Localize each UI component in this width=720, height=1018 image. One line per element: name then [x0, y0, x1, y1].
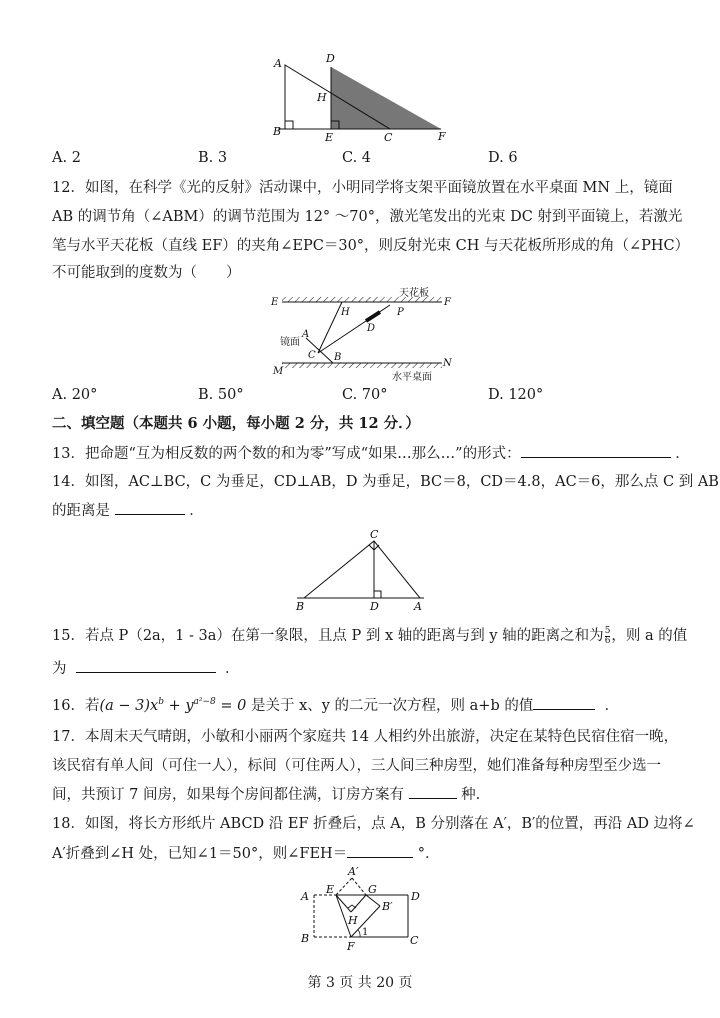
- q15-answer-blank[interactable]: [76, 658, 216, 673]
- q11-figure: [268, 50, 453, 142]
- angle-1-label: 1: [362, 927, 369, 938]
- q17-line-1: 17．本周末天气晴朗，小敏和小丽两个家庭共 14 人相约外出旅游，决定在某特色民宿住宿一晚，: [52, 729, 679, 745]
- label-f: F: [444, 297, 451, 308]
- q18-figure: [296, 864, 426, 954]
- q16-answer-blank[interactable]: [533, 695, 595, 710]
- q11-option-c[interactable]: C. 4: [342, 150, 372, 166]
- desk-label: 水平桌面: [392, 372, 432, 382]
- label-h: H: [317, 91, 327, 104]
- q16: 16．若$(a - 3)x^b + y^{a^2-8} = 0$ 是关于 x、y 的二元一次方程，则 a+b 的值 ．: [52, 692, 672, 716]
- q15-line-2: 为 ．: [52, 658, 672, 679]
- q12-line-1: 12．如图，在科学《光的反射》活动课中，小明同学将支架平面镜放置在水平桌面 MN 上，镜面: [52, 180, 673, 196]
- label-b: B: [296, 600, 305, 613]
- label-f: F: [347, 940, 355, 953]
- page-footer: 第 3 页 共 20 页: [307, 975, 413, 991]
- label-c: C: [410, 934, 419, 947]
- section-heading: 二、填空题（本题共 6 小题，每小题 2 分，共 12 分．）: [52, 415, 420, 432]
- q15-line-1: 15．若点 P（2a，1 - 3a）在第一象限，且点 P 到 x 轴的距离与到 y 轴的距离之和为 $\frac{5}{6}$ ，则 a 的值: [52, 625, 688, 646]
- label-c: C: [384, 131, 393, 142]
- q11-option-a[interactable]: A. 2: [52, 150, 81, 166]
- q12-line-3: 笔与水平天花板（直线 EF）的夹角∠EPC＝30°，则反射光束 CH 与天花板所形成的角（∠PHC）: [52, 238, 690, 254]
- label-b-prime: B′: [382, 900, 393, 913]
- q12-line-2: AB 的调节角（∠ABM）的调节范围为 12° ～70°，激光笔发出的光束 DC 射到平面镜上，若激光: [52, 209, 683, 225]
- q13-text: 13．把命题“互为相反数的两个数的和为零”写成“如果…那么…”的形式：: [52, 446, 521, 462]
- label-b: B: [273, 125, 282, 138]
- q18-line-2: A′折叠到∠H 处，已知∠1＝50°，则∠FEH＝ °．: [52, 843, 672, 864]
- q18-answer-blank[interactable]: [347, 843, 413, 858]
- mirror-label: 镜面: [280, 337, 300, 348]
- q11-option-b[interactable]: B. 3: [198, 150, 228, 166]
- label-a-prime: A′: [348, 865, 359, 878]
- q18-line-1: 18．如图，将长方形纸片 ABCD 沿 EF 折叠后，点 A，B 分别落在 A′，B′的位置，再沿 AD 边将∠: [52, 816, 695, 832]
- label-c: C: [308, 350, 316, 361]
- label-e: E: [325, 131, 334, 142]
- q17-line-2: 该民宿有单人间（可住一人），标间（可住两人），三人间三种房型，她们准备每种房型至少选一: [52, 758, 661, 774]
- label-a: A: [274, 57, 282, 70]
- label-f: F: [438, 130, 446, 142]
- q13: 13．把命题“互为相反数的两个数的和为零”写成“如果…那么…”的形式： ．: [52, 443, 672, 464]
- q17-answer-blank[interactable]: [409, 784, 457, 799]
- label-d: D: [411, 890, 420, 903]
- label-h: H: [341, 307, 350, 318]
- label-g: G: [368, 883, 377, 896]
- q12-figure: [268, 286, 458, 382]
- equation: $(a - 3)x^b + y^{a^2-8} = 0$: [99, 697, 247, 714]
- ceiling-label: 天花板: [399, 288, 429, 299]
- q13-answer-blank[interactable]: [521, 443, 671, 458]
- q12-option-d[interactable]: D. 120°: [488, 387, 544, 403]
- q14-answer-blank[interactable]: [115, 500, 185, 515]
- q12-line-4: 不可能取到的度数为（ ）: [52, 265, 241, 281]
- q14-figure: [292, 527, 432, 613]
- shaded-triangle: [331, 67, 441, 129]
- label-a: A: [301, 890, 309, 903]
- label-b: B: [301, 932, 310, 945]
- label-h: H: [348, 914, 358, 927]
- q12-option-c[interactable]: C. 70°: [342, 387, 388, 403]
- label-e: E: [326, 883, 335, 896]
- q14-line-2: 的距离是 ．: [52, 500, 672, 521]
- q12-option-a[interactable]: A. 20°: [52, 387, 98, 403]
- q11-options: [52, 150, 672, 170]
- q17-line-3: 间，共预订 7 间房，如果每个房间都住满，订房方案有 种.: [52, 784, 672, 805]
- label-d: D: [326, 52, 335, 65]
- label-d: D: [367, 323, 376, 334]
- label-m: M: [273, 366, 284, 377]
- q12-options: [52, 387, 672, 407]
- fraction: $\frac{5}{6}$: [604, 625, 611, 646]
- label-a: A: [302, 329, 310, 340]
- q12-option-b[interactable]: B. 50°: [198, 387, 244, 403]
- q14-line-1: 14．如图，AC⊥BC，C 为垂足，CD⊥AB，D 为垂足，BC＝8，CD＝4.8，AC＝6，那么点 C 到 AB: [52, 474, 719, 490]
- label-b: B: [334, 352, 342, 363]
- label-a: A: [414, 600, 422, 613]
- label-c: C: [370, 528, 379, 541]
- label-d: D: [370, 600, 379, 613]
- q11-option-d[interactable]: D. 6: [488, 150, 518, 166]
- label-n: N: [443, 358, 452, 369]
- label-e: E: [271, 297, 279, 308]
- label-p: P: [397, 307, 404, 318]
